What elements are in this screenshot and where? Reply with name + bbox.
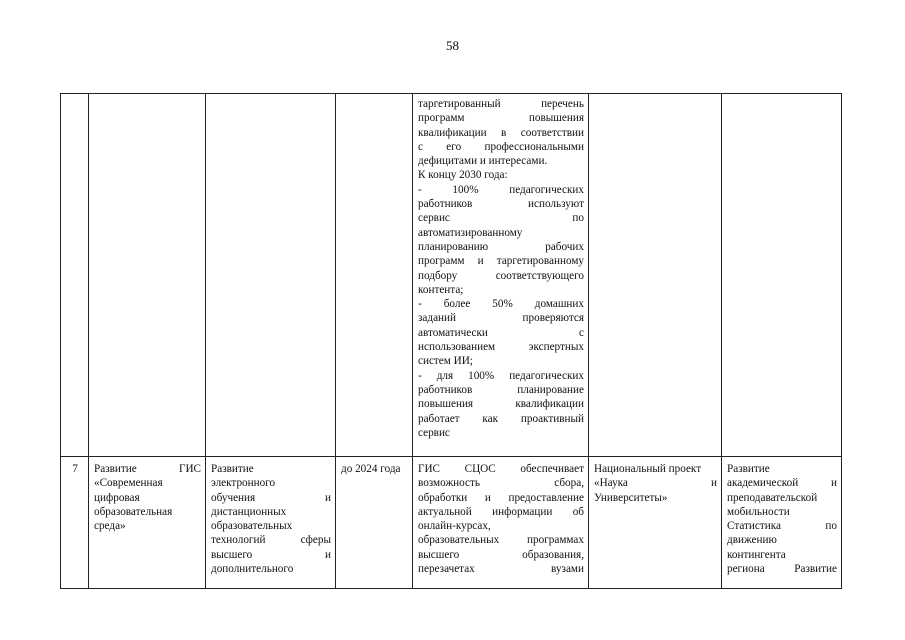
cell-text-line: с его профессиональными bbox=[418, 140, 584, 153]
row2-system-cell bbox=[89, 457, 206, 589]
cell-text-line: «Современная bbox=[94, 477, 163, 490]
cell-text-line: возможность сбора, bbox=[418, 477, 584, 490]
cell-text-line: Развитие bbox=[211, 463, 254, 475]
row1-number-cell bbox=[61, 94, 89, 457]
cell-text-line: высшего образования, bbox=[418, 548, 584, 561]
cell-text-line: контента; bbox=[418, 283, 464, 296]
cell-text-line: актуальной информации об bbox=[418, 505, 584, 518]
row2-deadline-cell bbox=[336, 457, 413, 589]
cell-text-line: мобильности bbox=[727, 505, 790, 518]
cell-text-line: повышения квалификации bbox=[418, 398, 584, 411]
row2-direction-cell bbox=[206, 457, 336, 589]
cell-text-line: К концу 2030 года: bbox=[418, 169, 508, 182]
cell-text-line: дополнительного bbox=[211, 563, 294, 576]
row1-direction-cell bbox=[206, 94, 336, 457]
cell-text-line: высшего и bbox=[211, 548, 331, 561]
row2-number-cell: 7 bbox=[61, 457, 89, 589]
cell-text-line: движению bbox=[727, 534, 777, 547]
cell-text-line: Развитие ГИС bbox=[94, 463, 201, 475]
cell-text-line: программ повышения bbox=[418, 112, 584, 125]
cell-text-line: Развитие bbox=[727, 463, 770, 475]
page-number: 58 bbox=[446, 38, 459, 53]
row2-effect-cell bbox=[722, 457, 842, 589]
cell-text-line: обучения и bbox=[211, 491, 331, 504]
cell-text-line: образовательных bbox=[211, 520, 293, 533]
cell-text-line: программ и таргетированному bbox=[418, 255, 584, 268]
cell-text-line: электронного bbox=[211, 477, 276, 490]
cell-text-line: сервис по bbox=[418, 212, 584, 225]
cell-text-line: Университеты» bbox=[594, 491, 668, 504]
cell-text-line: таргетированный перечень bbox=[418, 98, 584, 110]
row2-result-cell bbox=[413, 457, 589, 589]
cell-text-line: сервис bbox=[418, 426, 450, 439]
row1-project-cell bbox=[589, 94, 722, 457]
cell-text-line: контингента bbox=[727, 548, 786, 561]
cell-text-line: ГИС СЦОС обеспечивает bbox=[418, 463, 584, 475]
cell-text-line: «Наука и bbox=[594, 477, 717, 490]
cell-text-line: среда» bbox=[94, 520, 126, 533]
cell-text-line: подбору соответствующего bbox=[418, 269, 584, 282]
cell-text-line: региона Развитие bbox=[727, 563, 837, 576]
row1-effect-cell bbox=[722, 94, 842, 457]
table-row bbox=[61, 94, 842, 457]
cell-text-line: систем ИИ; bbox=[418, 355, 473, 368]
cell-text-line: дистанционных bbox=[211, 505, 287, 518]
cell-text-line: образовательная bbox=[94, 505, 173, 518]
cell-text-line: автоматически с bbox=[418, 326, 584, 339]
cell-text-line: работает как проактивный bbox=[418, 412, 584, 425]
cell-text-line: до 2024 года bbox=[341, 463, 401, 475]
cell-text-line: заданий проверяются bbox=[418, 312, 584, 325]
cell-text-line: использованием экспертных bbox=[418, 341, 584, 354]
row1-system-cell bbox=[89, 94, 206, 457]
cell-text-line: перезачетах вузами bbox=[418, 563, 584, 576]
program-table bbox=[60, 93, 842, 589]
row1-result-cell bbox=[413, 94, 589, 457]
cell-text-line: технологий сферы bbox=[211, 534, 331, 547]
table-row bbox=[61, 457, 842, 589]
cell-text-line: преподавательской bbox=[727, 491, 818, 504]
cell-text-line: работников используют bbox=[418, 198, 584, 211]
cell-text-line: - более 50% домашних bbox=[418, 298, 584, 311]
row1-deadline-cell bbox=[336, 94, 413, 457]
cell-text-line: онлайн-курсах, bbox=[418, 520, 491, 533]
cell-text-line: цифровая bbox=[94, 491, 140, 504]
cell-text-line: Статистика по bbox=[727, 520, 837, 533]
cell-text-line: Национальный проект bbox=[594, 463, 702, 475]
cell-text-line: дефицитами и интересами. bbox=[418, 155, 548, 168]
cell-text-line: - 100% педагогических bbox=[418, 183, 584, 196]
cell-text-line: квалификации в соответствии bbox=[418, 126, 584, 139]
cell-text-line: образовательных программах bbox=[418, 534, 584, 547]
cell-text-line: - для 100% педагогических bbox=[418, 369, 584, 382]
row2-project-cell bbox=[589, 457, 722, 589]
cell-text-line: обработки и предоставление bbox=[418, 491, 584, 504]
cell-text-line: планированию рабочих bbox=[418, 240, 584, 253]
cell-text-line: академической и bbox=[727, 477, 837, 490]
cell-text-line: автоматизированному bbox=[418, 226, 523, 239]
cell-text-line: работников планирование bbox=[418, 383, 584, 396]
